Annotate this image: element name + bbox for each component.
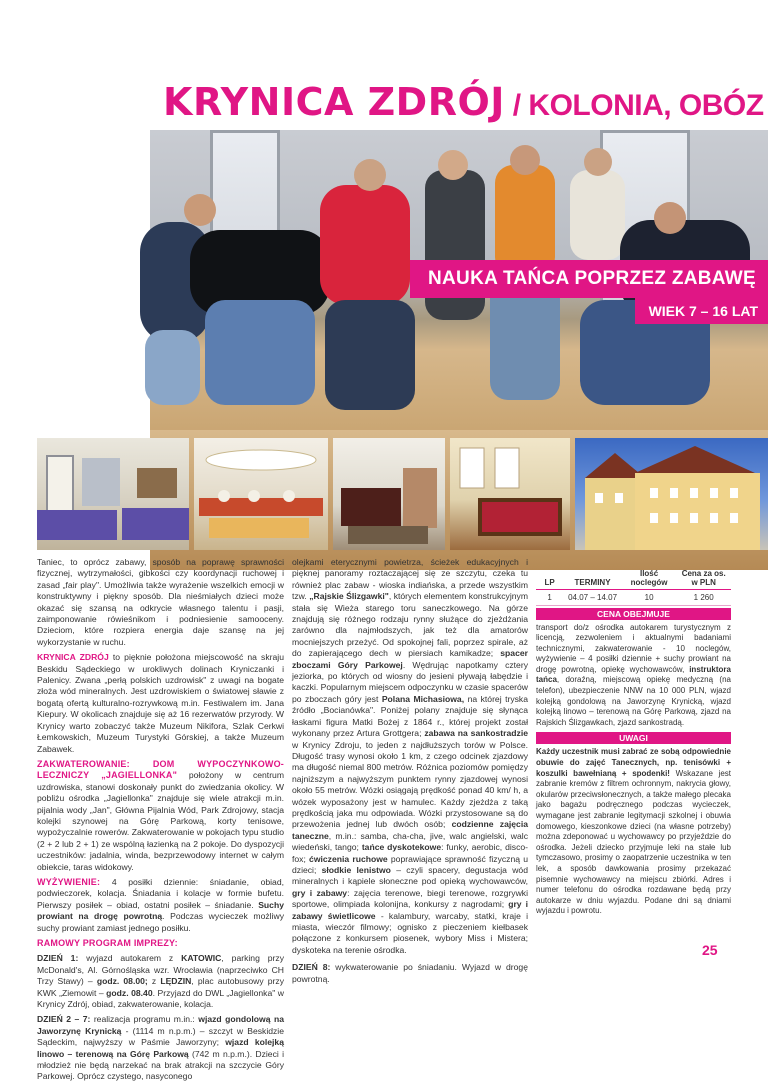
prog-b: „Rajskie Ślizgawki" <box>309 591 389 602</box>
notes-text <box>536 747 731 917</box>
day-1-text-h: godz. 08.40 <box>106 987 153 998</box>
day-8-text: wykwaterowanie po śniadaniu. Wyjazd w drogę powrotną. <box>292 962 528 984</box>
hero-photo <box>150 130 768 435</box>
accommodation-text: położony w centrum uzdrowiska, stanowi doskonały punkt do zwiedzania okolicy. W pobliżu ośrodka „Jagiellonka" znajduje się wiele atrakcji m.in. pijalnia wody „Jan", Główna Pijalnia Wód, Park Zdrojowy, stacja kolejki szynowej na Górę Parkową, korty tenisowe, wypożyczalnie rowerów. Zakwaterowanie w pokojach typu studio (2 + 2 lub 2 + 1) ze wspólną łazienką na 2 pokoje. Do dyspozycji uczestników: jadalnia, winda, bezprzewodowy internet w całym obiekcie, taras widokowy. <box>37 770 284 872</box>
included-text-c: , doraźną, miejscową opiekę medyczną (na telefon), ubezpieczenie NNW na 10 000 PLN, wjazd kolejką gondolową na Jaworzynę Krynicką, wjazd kolejką linowo – terenową na Górę Parkową, zjazd na Rajskich Ślizgawkach, zjazd sankostradą. <box>536 675 731 727</box>
cell-nights: 10 <box>622 589 677 605</box>
included-label: CENA OBEJMUJE <box>536 608 731 620</box>
prog-i: w Krynicy Zdroju, to jeden z najdłuższych torów w Polsce. Długość trasy wynosi około 1 km, z czego odcinek zjazdowy ma długość niemal 800 metrów. Różnica poziomów pomiędzy najniższym a najwyższym punktem rynny zjazdowej wynosi około 55 metrów. Wózki osiągają prędkość ponad 40 km/ h, a wózek wyposażony jest w hamulec. Każdy zjeżdża z taką prędkością jaka mu odpowiada. Wózki przystosowane są do przewożenia jednej lub dwóch osób; <box>292 739 528 830</box>
day-2-7-text-e: (742 m n.p.m.). Dzieci i młodzież nie będą narzekać na brak atrakcji na szczycie Góry Parkowej. Oprócz czystego, nasyconego <box>37 1048 285 1082</box>
price-table-header <box>536 557 731 589</box>
col-header-dates: TERMINY <box>563 557 622 589</box>
photo-strip <box>37 438 768 550</box>
program-continued-paragraph <box>292 557 528 956</box>
col-header-nights: Ilość noclegów <box>622 557 677 589</box>
prog-k: , m.in.: samba, cha-cha, jive, walc angielski, walc wiedeński, tango; <box>292 830 528 853</box>
text-column-2 <box>292 557 528 989</box>
page-number: 25 <box>702 942 718 958</box>
day-1-text-d: godz. 08.00; <box>96 976 148 987</box>
program-heading: RAMOWY PROGRAM IMPREZY: <box>37 938 178 948</box>
day-2-7-text-a: realizacja programu m.in.: <box>90 1014 199 1025</box>
prog-p: słodkie lenistwo <box>321 864 391 875</box>
day-2-7-text-b: wjazd gondolową na Jaworzynę Krynicką <box>37 1014 284 1036</box>
day-1-text-f: LĘDZIN <box>160 976 192 987</box>
prog-u: - kalambury, warcaby, statki, kraje i miasta, wieczór filmowy; ognisko z pieczeniem kiełbasek połączone z konkursem piosenek, wybory Miss i Mistera; dyskoteka na terenie ośrodka. <box>292 910 529 955</box>
location-lead: KRYNICA ZDRÓJ <box>37 652 109 663</box>
price-box <box>536 557 731 917</box>
included-text-b: instruktora tańca <box>536 664 731 685</box>
photo-lounge <box>333 438 445 550</box>
title-sub: / KOLONIA, OBÓZ <box>504 89 764 122</box>
day-2-7-text-c: - (1114 m n.p.m.) – szczyt w Beskidzie Sądeckim, najwyższy w Paśmie Jaworzyny; <box>37 1025 284 1048</box>
prog-d: spacer zboczami Góry Parkowej <box>292 648 528 670</box>
prog-e: . Wędrując napotkamy cztery jeziorka, po których od wiosny do jesieni pływają łabędzie i kaczki. Popularnym miejscem odpoczynku w czasie spacerów po zboczach góry jest <box>292 659 528 704</box>
day-2-7-text-d: wjazd kolejką linowo – terenową na Górę Parkową <box>37 1037 284 1059</box>
section-subtitle: NAUKA TAŃCA POPRZEZ ZABAWĘ <box>410 260 768 298</box>
photo-dining-room <box>194 438 328 550</box>
room-illustration <box>37 438 189 550</box>
lounge-illustration <box>333 438 445 550</box>
prog-g: na której tryska źródło „Bocianówka". Poniżej polany znajduje się słynąca łaskami figura Matki Bożej z 1864 r., której projekt został wykonany przez Artura Grottgera; <box>292 693 529 739</box>
meals-text-c: . Podczas wycieczek możliwy suchy prowiant zamiast jednego posiłku. <box>37 911 284 933</box>
title-main: KRYNICA ZDRÓJ <box>163 80 505 124</box>
prog-c: , których elementem konstrukcyjnym stała się Wieża starego toru saneczkowego. Na górze znajdują się różnego rodzaju rynny służące do zjeżdżania zarówno dla najmłodszych, jak też dla amatorów mocniejszych przeżyć. Od spokojnej fali, poprzez spirale, aż do zapierającego dech w piersiach kamikadze; <box>292 591 528 659</box>
day-8-paragraph <box>292 962 528 985</box>
day-1-text-a: wyjazd autokarem z <box>78 953 182 964</box>
notes-text-bold: Każdy uczestnik musi zabrać ze sobą odpowiednie obuwie do zajęć Tanecznych, np. tenisówki + koszulki bawełnianą + spodenki! <box>536 747 731 778</box>
included-text <box>536 623 731 729</box>
meals-text-b: Suchy prowiant na drogę powrotną <box>37 899 284 922</box>
prog-h: zabawa na sankostradzie <box>424 728 528 739</box>
notes-label: UWAGI <box>536 732 731 744</box>
price-table <box>536 557 731 606</box>
photo-building <box>575 438 768 550</box>
included-text-a: transport do/z ośrodka autokarem turystycznym z licencją, zezwoleniem i aktualnymi badaniami technicznymi, zakwaterowanie - 10 noclegów, wyżywienie – 4 posiłki dziennie + suchy prowiant na drogę powrotną, opiekę wychowawców, <box>536 622 731 674</box>
col-header-price: Cena za os. w PLN <box>676 557 731 589</box>
building-illustration <box>575 438 768 550</box>
accommodation-lead: ZAKWATEROWANIE: DOM WYPOCZYNKOWO-LECZNICZY „JAGIELLONKA" <box>37 758 284 781</box>
day-1-text-g: , plac autobusowy przy KWK „Ziemowit – <box>37 976 285 998</box>
prog-m: : funky, aerobic, disco-fox; <box>292 842 529 864</box>
meals-lead: WYŻYWIENIE: <box>37 876 101 887</box>
meals-paragraph <box>37 877 284 934</box>
prog-q: – czyli spacery, degustacja wód mineralnych i kąpiele słoneczne pod opieką wychowawców, <box>292 864 528 887</box>
col-header-lp: LP <box>536 557 563 589</box>
day-1-text-b: KATOWIC <box>181 953 222 964</box>
prog-j: codzienne zajęcia taneczne <box>292 819 528 841</box>
prog-n: ćwiczenia ruchowe <box>309 853 388 864</box>
prog-f: Polana Michasiowa, <box>381 693 465 704</box>
cell-price: 1 260 <box>676 589 731 605</box>
day-8-lead: DZIEŃ 8: <box>292 962 331 973</box>
day-1-text-i: . Przyjazd do DWL „Jagiellonka" w Krynicy Zdrój, obiad, zakwaterowanie, kolacja. <box>37 987 285 1010</box>
meals-text-a: 4 posiłki dziennie: śniadanie, obiad, podwieczorek, kolacja. Śniadania i kolacje w formie bufetu. Pierwszy posiłek – obiad, ostatni posiłek – śniadanie. <box>37 876 284 910</box>
cell-dates: 04.07 – 14.07 <box>563 589 622 605</box>
prog-a: olejkami eterycznymi powietrza, ścieżek edukacyjnych i pięknej panoramy roztaczającej się ze szczytu, czeka tu również plac zabaw - wioska indiańska, a przede wszystkim tzw. <box>292 557 528 602</box>
location-text: to pięknie położona miejscowość na skraju Beskidu Sądeckiego w urokliwych dolinach Kryniczanki i Palenicy. Zwana „perłą polskich uzdrowisk" z uwagi na bogate złoża wód mineralnych. Jest uzdrowiskiem o światowej sławie z bogatą ofertą kulturalno-rozrywkową m.in. Festiwalem im. Jana Kiepury. W okolicach znajduje się aż 16 rezerwatów przyrody. W Krynicy warto zobaczyć także Muzeum Nikifora, Szlak Cerkwi Łemkowskich, Muzeum Turystyki Górskiej, a także Muzeum Zabawek. <box>37 652 284 754</box>
prog-o: poprawiające sprawność fizyczną u dzieci; <box>292 853 528 875</box>
cell-lp: 1 <box>536 589 563 605</box>
location-paragraph <box>37 652 284 755</box>
photo-billiard-room <box>450 438 570 550</box>
billiard-illustration <box>450 438 570 550</box>
notes-text-body: Wskazane jest zabranie kremów z filtrem ochronnym, nakrycia głowy, okularów przeciwsłonecznych, a także małego plecaka jako bagażu podręcznego podczas wycieczek, wymagane jest zabranie legitymacji szkolnej i obuwia domowego, kieszonkowe dzieci (na własne potrzeby) można zdeponować u wychowawcy po przyjeździe do ośrodka. Jeżeli dziecko przyjmuje leki na stałe lub tymczasowo, prosimy o zaopatrzenie uczestnika w ten lek, a sposób dawkowania prosimy przekazać pisemnie wychowawcy na miejscu zbiórki. Adres i numer telefonu do ośrodka rozdawane będą przy autokarze w dniu wyjazdu. Podane dni są dniami wyjazdu i powrotu. <box>536 768 732 916</box>
prog-r: gry i zabawy <box>292 887 348 898</box>
prog-t: gry i zabawy świetlicowe <box>292 899 528 921</box>
day-1-lead: DZIEŃ 1: <box>37 953 79 964</box>
table-row <box>536 589 731 605</box>
day-1-paragraph <box>37 953 284 1010</box>
intro-paragraph: Taniec, to oprócz zabawy, sposób na poprawę sprawności fizycznej, wytrzymałości, gibkości czy koordynacji ruchowej i zasad „fair play". Umożliwia także wyrażenie wszelkich emocji w konstruktywny i piękny sposób. Dla nieśmiałych dzieci może okazać się szansą na odkrycie własnego talentu i pasji, zaimponowanie rówieśnikom i podniesienie samooceny. Dzieciom, które rozpiera energia daje szansę na jej wykorzystanie w ruchu. <box>37 557 284 647</box>
photo-room <box>37 438 189 550</box>
day-2-7-paragraph <box>37 1014 284 1082</box>
accommodation-paragraph <box>37 759 284 873</box>
day-1-text-c: , parking przy McDonald's, Al. Górnośląska wzr. Wrocławia (naprzeciwko CH Trzy Stawy) – <box>37 953 284 987</box>
prog-s: : zajęcia terenowe, biegi terenowe, rozgrywki sportowe, olimpiada kolonijna, konkursy z nagrodami; <box>292 887 528 910</box>
text-column-1 <box>37 557 284 1087</box>
age-badge: WIEK 7 – 16 LAT <box>635 298 768 324</box>
dining-illustration <box>194 438 328 550</box>
page-title <box>163 80 764 124</box>
day-1-text-e: z <box>147 976 161 987</box>
prog-l: tańce dyskotekowe <box>361 842 442 853</box>
day-2-7-lead: DZIEŃ 2 – 7: <box>37 1014 91 1025</box>
